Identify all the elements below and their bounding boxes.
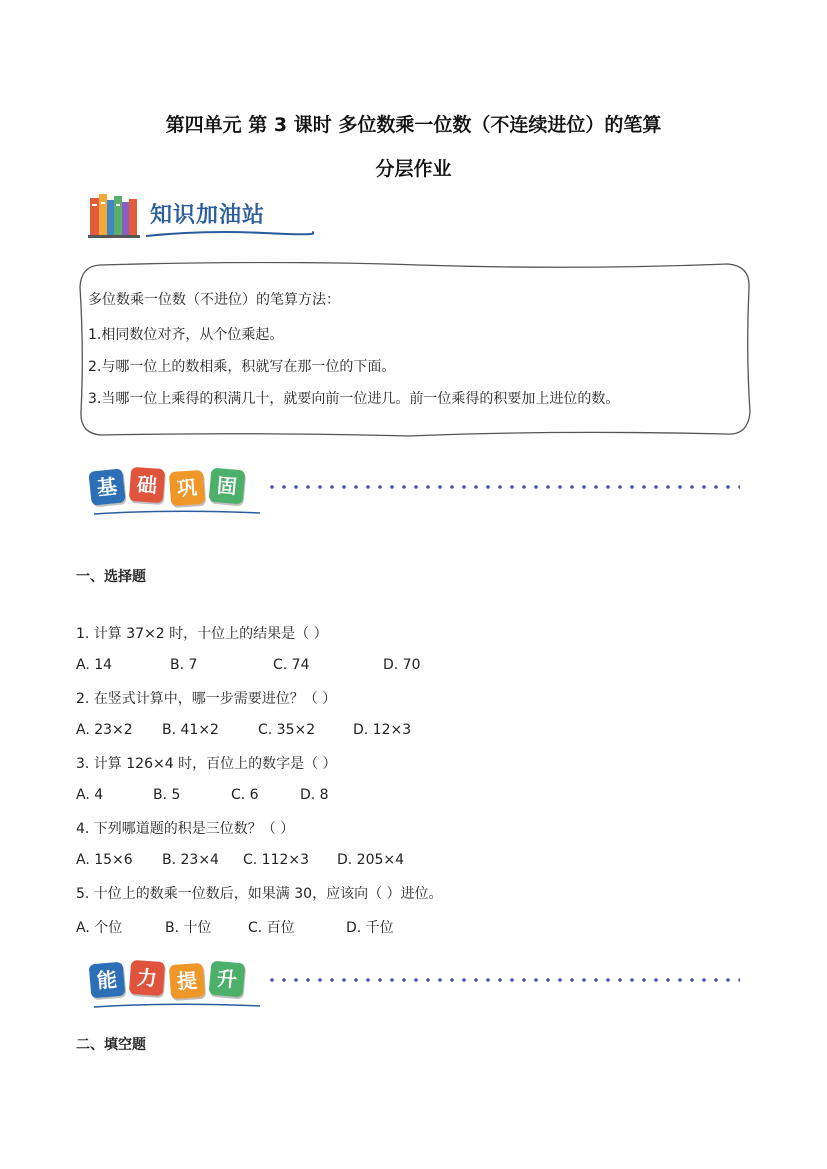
dotted-divider [266,485,740,489]
option-c: C. 6 [231,787,259,803]
banner-tile: 基 [88,468,125,505]
banner-tile: 巩 [169,470,205,506]
question-options [76,787,476,807]
option-b: B. 7 [170,657,198,673]
dotted-divider [266,978,740,982]
question-stem: 3. 计算 126×4 时，百位上的数字是（ ） [76,756,337,772]
option-a: A. 个位 [76,920,123,936]
option-d: D. 12×3 [353,722,412,738]
knowledge-box [78,262,752,438]
banner-tile: 升 [209,961,246,998]
option-a: A. 4 [76,787,104,803]
section-heading-choice: 一、选择题 [76,569,146,585]
option-c: C. 百位 [248,920,295,936]
knowledge-line: 多位数乘一位数（不进位）的笔算方法： [88,292,340,308]
banner-underline [92,508,262,518]
question-stem: 5. 十位上的数乘一位数后，如果满 30，应该向（ ）进位。 [76,886,443,902]
option-d: D. 205×4 [337,852,405,868]
option-b: B. 5 [153,787,181,803]
option-d: D. 8 [300,787,329,803]
option-c: C. 112×3 [243,852,310,868]
knowledge-line: 1.相同数位对齐，从个位乘起。 [88,327,284,343]
option-a: A. 15×6 [76,852,133,868]
option-c: C. 35×2 [258,722,316,738]
option-c: C. 74 [273,657,310,673]
banner-underline [92,1001,262,1011]
knowledge-line: 2.与哪一位上的数相乘，积就写在那一位的下面。 [88,359,396,375]
page-subtitle: 分层作业 [375,158,452,180]
books-icon [88,190,142,238]
question-options [76,722,476,742]
question-options [76,657,476,677]
banner-tile: 固 [209,468,246,505]
banner-tile: 能 [89,962,126,999]
advanced-banner [88,959,748,1009]
option-b: B. 41×2 [162,722,219,738]
section-heading-fill: 二、填空题 [76,1037,146,1053]
option-d: D. 千位 [346,920,394,936]
banner-underline [144,228,314,240]
question-options [76,852,476,872]
option-a: A. 23×2 [76,722,133,738]
banner-tile: 提 [169,963,205,999]
option-a: A. 14 [76,657,113,673]
question-stem: 1. 计算 37×2 时，十位上的结果是（ ） [76,626,328,642]
question-stem: 2. 在竖式计算中，哪一步需要进位？（ ） [76,691,337,707]
question-stem: 4. 下列哪道题的积是三位数？（ ） [76,821,295,837]
option-b: B. 23×4 [162,852,219,868]
page-title: 第四单元 第 3 课时 多位数乘一位数（不连续进位）的笔算 [165,114,662,136]
basic-banner [88,466,748,516]
option-d: D. 70 [383,657,421,673]
question-options [76,917,476,937]
option-b: B. 十位 [165,920,212,936]
banner-tile: 力 [129,960,165,996]
knowledge-banner-text: 知识加油站 [150,203,266,228]
knowledge-line: 3.当哪一位上乘得的积满几十，就要向前一位进几。前一位乘得的积要加上进位的数。 [88,391,620,407]
banner-tile: 础 [129,467,165,503]
knowledge-banner [88,190,318,240]
